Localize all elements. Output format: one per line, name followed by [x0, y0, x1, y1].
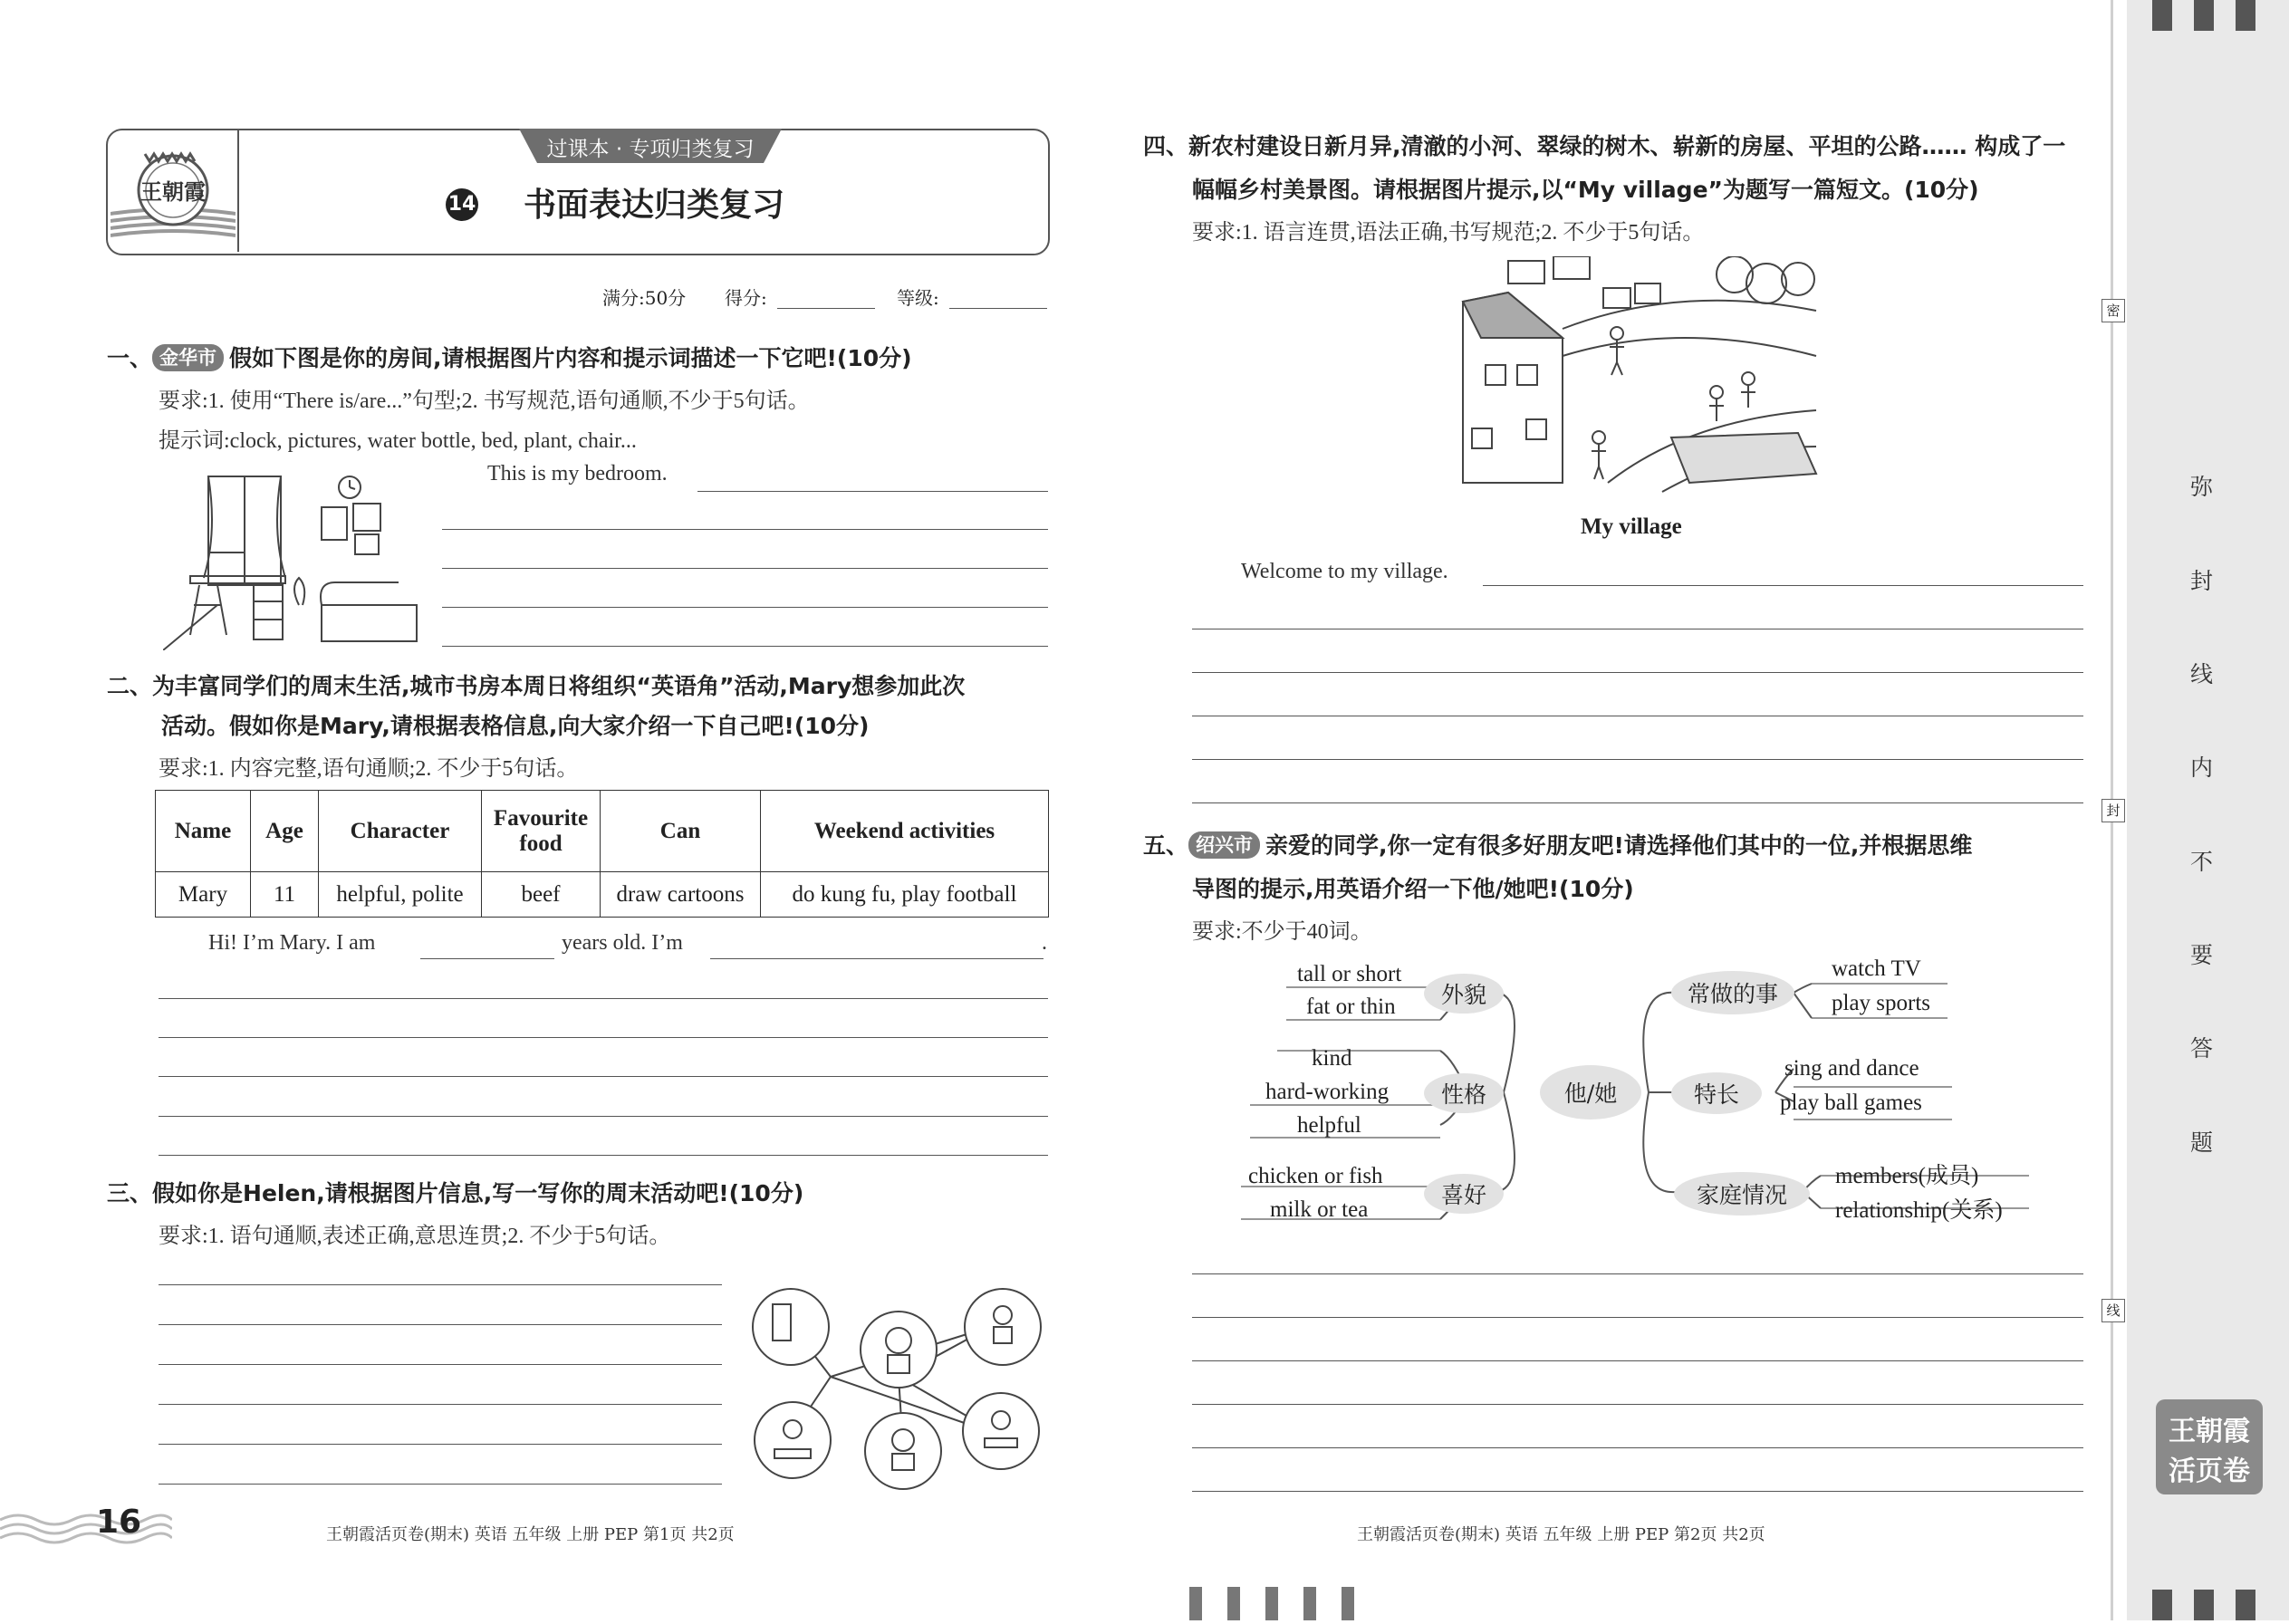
seal-char: 要 — [2190, 942, 2214, 968]
q2-write-line[interactable] — [159, 1155, 1048, 1156]
q5-requirement: 要求:不少于40词。 — [1192, 920, 1372, 944]
seal-char: 线 — [2190, 661, 2214, 687]
mindmap-habits-node — [1671, 971, 1794, 1014]
mindmap-item: relationship(关系) — [1835, 1198, 2003, 1223]
table-header: Name — [156, 791, 251, 872]
q5-text-line1: 亲爱的同学,你一定有很多好朋友吧!请选择他们其中的一位,并根据思维 — [1265, 832, 1973, 859]
side-strip — [2127, 0, 2289, 1620]
top-marks — [2236, 0, 2255, 31]
q3-write-line[interactable] — [159, 1364, 722, 1365]
seal-char: 不 — [2190, 849, 2214, 875]
q5-write-line[interactable] — [1192, 1360, 2083, 1361]
q1-write-line[interactable] — [442, 646, 1048, 647]
q5-write-line[interactable] — [1192, 1317, 2083, 1318]
seal-char: 内 — [2190, 754, 2214, 781]
q4-text-line1: 新农村建设日新月异,清澈的小河、翠绿的树木、崭新的房屋、平坦的公路…… 构成了一 — [1188, 133, 2066, 159]
q1-write-line[interactable] — [442, 529, 1048, 530]
mindmap-item: helpful — [1297, 1113, 1361, 1138]
q3-write-line[interactable] — [159, 1404, 722, 1405]
q2-write-line[interactable] — [159, 1116, 1048, 1117]
q5-number: 五、 — [1143, 832, 1189, 859]
q3-text: 假如你是Helen,请根据图片信息,写一写你的周末活动吧!(10分) — [152, 1180, 804, 1206]
q1-starter: This is my bedroom. — [487, 462, 668, 485]
mindmap-family-node — [1674, 1172, 1810, 1216]
mindmap-item: fat or thin — [1306, 995, 1396, 1019]
seal-mark: 线 — [2101, 1299, 2125, 1322]
mindmap-node-label: 性格 — [1440, 1081, 1486, 1108]
q1-write-line[interactable] — [442, 568, 1048, 569]
mindmap-character-node — [1424, 1073, 1504, 1113]
q4-text-line2: 幅幅乡村美景图。请根据图片提示,以“My village”为题写一篇短文。(10分) — [1192, 177, 1979, 203]
q2-heading — [107, 668, 965, 701]
mindmap-item: hard-working — [1265, 1080, 1390, 1104]
mindmap-center — [1540, 1065, 1641, 1120]
q3-number: 三、 — [107, 1180, 153, 1206]
footer-left: 王朝霞活页卷(期末) 英语 五年级 上册 PEP 第1页 共2页 — [326, 1525, 735, 1544]
mindmap-appearance-node — [1424, 974, 1504, 1014]
mindmap-item: watch TV — [1832, 956, 1921, 981]
q3-write-line[interactable] — [159, 1484, 722, 1485]
brand-badge-name: 王朝霞 — [2169, 1416, 2250, 1447]
q2-info-table — [155, 790, 1049, 918]
logo-text: 王朝霞 — [140, 178, 206, 205]
top-marks — [2152, 0, 2172, 31]
q1-text: 假如下图是你的房间,请根据图片内容和提示词描述一下它吧!(10分) — [229, 345, 912, 371]
q2-write-line[interactable] — [159, 1037, 1048, 1038]
banner-text: 过课本 · 专项归类复习 — [546, 138, 755, 161]
q1-requirement: 要求:1. 使用“There is/are...”句型;2. 书写规范,语句通顺,不少于5句话。 — [159, 389, 810, 413]
mindmap-item: milk or tea — [1270, 1197, 1369, 1222]
bottom-marks — [2194, 1590, 2214, 1620]
q3-requirement: 要求:1. 语句通顺,表述正确,意思连贯;2. 不少于5句话。 — [159, 1225, 671, 1248]
table-cell: draw cartoons — [601, 872, 761, 918]
mindmap-item: sing and dance — [1784, 1056, 1919, 1081]
q4-write-line[interactable] — [1192, 802, 2083, 803]
q4-write-line[interactable] — [1483, 585, 2083, 586]
q2-answer-blank[interactable] — [710, 958, 1044, 959]
q1-heading — [107, 341, 912, 373]
q3-write-line[interactable] — [159, 1444, 722, 1445]
q2-number: 二、 — [107, 673, 153, 699]
village-illustration — [1454, 256, 1825, 501]
q4-write-line[interactable] — [1192, 759, 2083, 760]
q4-heading — [1143, 129, 2065, 161]
mindmap-item: chicken or fish — [1248, 1164, 1383, 1188]
mindmap-item: play ball games — [1780, 1091, 1922, 1115]
table-cell: Mary — [156, 872, 251, 918]
q1-hint: 提示词:clock, pictures, water bottle, bed, plant, chair... — [159, 429, 637, 453]
table-cell: helpful, polite — [319, 872, 482, 918]
table-header: Can — [601, 791, 761, 872]
mindmap-center-label: 他/她 — [1563, 1081, 1618, 1107]
q3-write-line[interactable] — [159, 1324, 722, 1325]
mindmap-node-label: 特长 — [1693, 1081, 1739, 1108]
grade-blank[interactable] — [949, 308, 1047, 309]
bottom-center-marks — [1189, 1587, 1371, 1620]
table-header: Character — [319, 791, 482, 872]
mindmap-item: play sports — [1832, 991, 1931, 1015]
logo — [111, 134, 236, 250]
footer-right: 王朝霞活页卷(期末) 英语 五年级 上册 PEP 第2页 共2页 — [1357, 1525, 1765, 1544]
mindmap-item: kind — [1312, 1046, 1352, 1071]
unit-number-badge — [446, 188, 478, 221]
seal-mark: 密 — [2101, 299, 2125, 322]
q1-number: 一、 — [107, 345, 153, 371]
mindmap-node-label: 喜好 — [1440, 1182, 1486, 1208]
q5-city-tag: 绍兴市 — [1188, 831, 1260, 859]
page-title: 书面表达归类复习 — [524, 187, 785, 224]
unit-number: 14 — [447, 193, 476, 216]
q1-write-line[interactable] — [697, 491, 1048, 492]
top-marks — [2194, 0, 2214, 31]
mindmap-item: members(成员) — [1835, 1164, 1979, 1188]
q4-requirement: 要求:1. 语言连贯,语法正确,书写规范;2. 不少于5句话。 — [1192, 221, 1705, 245]
bottom-marks — [2152, 1590, 2172, 1620]
brand-badge — [2156, 1399, 2263, 1494]
q5-write-line[interactable] — [1192, 1404, 2083, 1405]
mindmap-likes-node — [1424, 1174, 1504, 1214]
table-cell: do kung fu, play football — [761, 872, 1049, 918]
mindmap-node-label: 家庭情况 — [1696, 1182, 1787, 1208]
q5-write-line[interactable] — [1192, 1273, 2083, 1274]
mindmap-node-label: 外貌 — [1440, 982, 1486, 1008]
q3-heading — [107, 1176, 803, 1208]
q3-write-line[interactable] — [159, 1284, 722, 1285]
village-caption: My village — [1581, 514, 1682, 539]
q4-starter: Welcome to my village. — [1241, 560, 1448, 583]
seal-char: 答 — [2190, 1035, 2214, 1062]
table-header: Weekend activities — [761, 791, 1049, 872]
q5-heading — [1143, 828, 1972, 860]
page-number: 16 — [96, 1504, 142, 1541]
q5-text-line2: 导图的提示,用英语介绍一下他/她吧!(10分) — [1192, 876, 1634, 902]
bedroom-illustration — [163, 469, 435, 650]
full-score: 满分:50分 — [602, 287, 687, 309]
q2-text-line1: 为丰富同学们的周末生活,城市书房本周日将组织“英语角”活动,Mary想参加此次 — [152, 673, 966, 699]
q2-starter-b: years old. I’m — [562, 931, 683, 955]
header-banner — [519, 129, 782, 163]
brand-badge-label: 活页卷 — [2169, 1456, 2250, 1487]
mindmap-node-label: 常做的事 — [1687, 981, 1778, 1007]
seal-char: 封 — [2190, 568, 2214, 594]
table-cell: beef — [482, 872, 601, 918]
q2-write-line[interactable] — [159, 998, 1048, 999]
logo-divider — [237, 130, 239, 252]
seal-mark: 封 — [2101, 799, 2125, 822]
q2-age-blank[interactable] — [420, 958, 554, 959]
seal-char: 弥 — [2190, 474, 2214, 500]
table-header: Age — [251, 791, 319, 872]
weekend-activities-illustration — [747, 1277, 1046, 1494]
grade-label: 等级: — [897, 287, 939, 309]
mindmap-talents-node — [1671, 1072, 1762, 1114]
q5-write-line[interactable] — [1192, 1491, 2083, 1492]
q4-write-line[interactable] — [1192, 672, 2083, 673]
bottom-marks — [2236, 1590, 2255, 1620]
score-blank[interactable] — [777, 308, 875, 309]
seal-char: 题 — [2190, 1129, 2214, 1156]
q2-starter-end: . — [1042, 931, 1047, 955]
table-cell: 11 — [251, 872, 319, 918]
q2-starter-a: Hi! I’m Mary. I am — [208, 931, 376, 955]
mindmap-item: tall or short — [1297, 962, 1402, 986]
q1-city-tag: 金华市 — [152, 344, 224, 371]
q2-text-line2: 活动。假如你是Mary,请根据表格信息,向大家介绍一下自己吧!(10分) — [161, 713, 870, 739]
q1-write-line[interactable] — [442, 607, 1048, 608]
q2-write-line[interactable] — [159, 1076, 1048, 1077]
table-header: Favourite food — [482, 791, 601, 872]
page-wave — [0, 1511, 172, 1547]
score-label: 得分: — [725, 287, 767, 309]
q4-number: 四、 — [1143, 133, 1189, 159]
q5-write-line[interactable] — [1192, 1447, 2083, 1448]
q2-requirement: 要求:1. 内容完整,语句通顺;2. 不少于5句话。 — [159, 757, 579, 781]
